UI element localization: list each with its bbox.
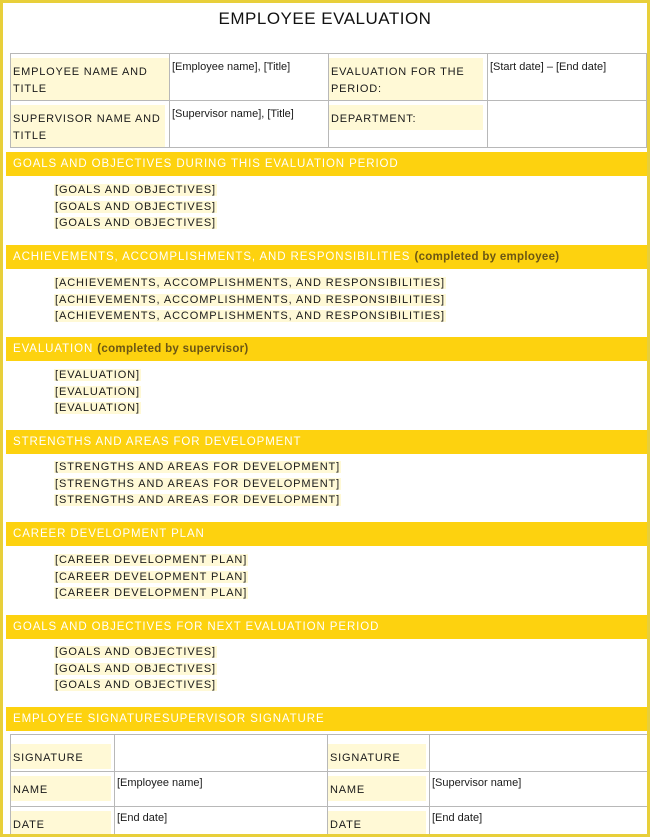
list-item[interactable]: [STRENGTHS AND AREAS FOR DEVELOPMENT] (55, 461, 341, 473)
list-item[interactable]: [GOALS AND OBJECTIVES] (55, 217, 217, 229)
list-item[interactable]: [STRENGTHS AND AREAS FOR DEVELOPMENT] (55, 494, 341, 506)
list-item[interactable]: [CAREER DEVELOPMENT PLAN] (55, 554, 248, 566)
supervisor-date-label-cell (328, 807, 430, 837)
list-item[interactable]: [CAREER DEVELOPMENT PLAN] (55, 570, 248, 583)
list-item[interactable]: [CAREER DEVELOPMENT PLAN] (55, 587, 248, 599)
employee-signature-label: SIGNATURE (11, 744, 111, 769)
list-item[interactable]: [EVALUATION] (55, 369, 140, 381)
section-evaluation-header (6, 337, 647, 361)
document-title: EMPLOYEE EVALUATION (218, 9, 432, 28)
section-career-plan-items (54, 552, 248, 602)
employee-date-field[interactable]: [End date] (117, 812, 168, 824)
section-note: (completed by employee) (414, 251, 560, 263)
section-title: GOALS AND OBJECTIVES FOR NEXT EVALUATION PERIOD (13, 621, 380, 633)
signature-section-header (6, 707, 647, 731)
supervisor-label: SUPERVISOR NAME AND TITLE (11, 105, 165, 147)
employee-name-field[interactable]: [Employee name] (117, 777, 203, 789)
section-goals-next-header (6, 615, 647, 639)
list-item[interactable]: [ACHIEVEMENTS, ACCOMPLISHMENTS, AND RESPONSIBILITIES] (55, 293, 445, 306)
supervisor-signature-label: SIGNATURE (328, 744, 426, 769)
department-label: DEPARTMENT: (329, 105, 483, 130)
supervisor-date-cell[interactable] (430, 807, 648, 837)
section-title: EMPLOYEE SIGNATURESUPERVISOR SIGNATURE (13, 713, 325, 725)
employee-date-cell[interactable] (115, 807, 328, 837)
list-item[interactable]: [GOALS AND OBJECTIVES] (55, 184, 217, 196)
supervisor-signature-field[interactable] (430, 735, 648, 772)
department-label-cell (328, 101, 487, 148)
evaluation-period-field[interactable]: [Start date] – [End date] (489, 61, 607, 73)
list-item[interactable]: [ACHIEVEMENTS, ACCOMPLISHMENTS, AND RESPONSIBILITIES] (55, 310, 445, 322)
employee-name-title-field[interactable]: [Employee name], [Title] (171, 61, 291, 73)
section-title: ACHIEVEMENTS, ACCOMPLISHMENTS, AND RESPONSIBILITIES (13, 251, 411, 263)
section-title: STRENGTHS AND AREAS FOR DEVELOPMENT (13, 436, 302, 448)
supervisor-label-cell (11, 101, 170, 148)
department-value-cell[interactable] (487, 101, 646, 148)
employee-name-cell[interactable] (115, 772, 328, 807)
section-note: (completed by supervisor) (97, 343, 249, 355)
section-title: EVALUATION (13, 343, 94, 355)
list-item[interactable]: [EVALUATION] (55, 402, 140, 414)
signature-table (10, 734, 648, 837)
supervisor-date-label: DATE (328, 811, 426, 836)
supervisor-name-field[interactable]: [Supervisor name] (432, 777, 522, 789)
list-item[interactable]: [STRENGTHS AND AREAS FOR DEVELOPMENT] (55, 477, 341, 490)
section-achievements-header (6, 245, 647, 269)
employee-label: EMPLOYEE NAME AND TITLE (11, 58, 169, 100)
header-info-table (10, 53, 647, 148)
employee-date-label-cell (11, 807, 115, 837)
list-item[interactable]: [GOALS AND OBJECTIVES] (55, 646, 217, 658)
period-value-cell[interactable] (487, 54, 646, 101)
section-strengths-header (6, 430, 647, 454)
employee-name-label: NAME (11, 776, 111, 801)
supervisor-value-cell[interactable] (169, 101, 328, 148)
supervisor-signature-label-cell (328, 735, 430, 772)
list-item[interactable]: [GOALS AND OBJECTIVES] (55, 200, 217, 213)
section-evaluation-items (54, 367, 141, 417)
list-item[interactable]: [ACHIEVEMENTS, ACCOMPLISHMENTS, AND RESPONSIBILITIES] (55, 277, 445, 289)
period-label-cell (328, 54, 487, 101)
section-strengths-items (54, 459, 341, 509)
section-achievements-items (54, 275, 446, 325)
employee-signature-field[interactable] (115, 735, 328, 772)
supervisor-name-cell[interactable] (430, 772, 648, 807)
supervisor-date-field[interactable]: [End date] (432, 812, 483, 824)
list-item[interactable]: [EVALUATION] (55, 385, 140, 398)
section-goals-current-header (6, 152, 647, 176)
employee-signature-label-cell (11, 735, 115, 772)
section-goals-current-items (54, 182, 217, 232)
section-title: CAREER DEVELOPMENT PLAN (13, 528, 205, 540)
employee-label-cell (11, 54, 170, 101)
employee-value-cell[interactable] (169, 54, 328, 101)
department-field[interactable] (488, 101, 646, 107)
employee-date-label: DATE (11, 811, 111, 836)
section-career-plan-header (6, 522, 647, 546)
section-goals-next-items (54, 644, 217, 694)
list-item[interactable]: [GOALS AND OBJECTIVES] (55, 679, 217, 691)
supervisor-name-label-cell (328, 772, 430, 807)
employee-name-label-cell (11, 772, 115, 807)
period-label: EVALUATION FOR THE PERIOD: (329, 58, 483, 100)
list-item[interactable]: [GOALS AND OBJECTIVES] (55, 662, 217, 675)
section-title: GOALS AND OBJECTIVES DURING THIS EVALUATION PERIOD (13, 158, 399, 170)
supervisor-name-label: NAME (328, 776, 426, 801)
supervisor-name-title-field[interactable]: [Supervisor name], [Title] (171, 108, 294, 120)
